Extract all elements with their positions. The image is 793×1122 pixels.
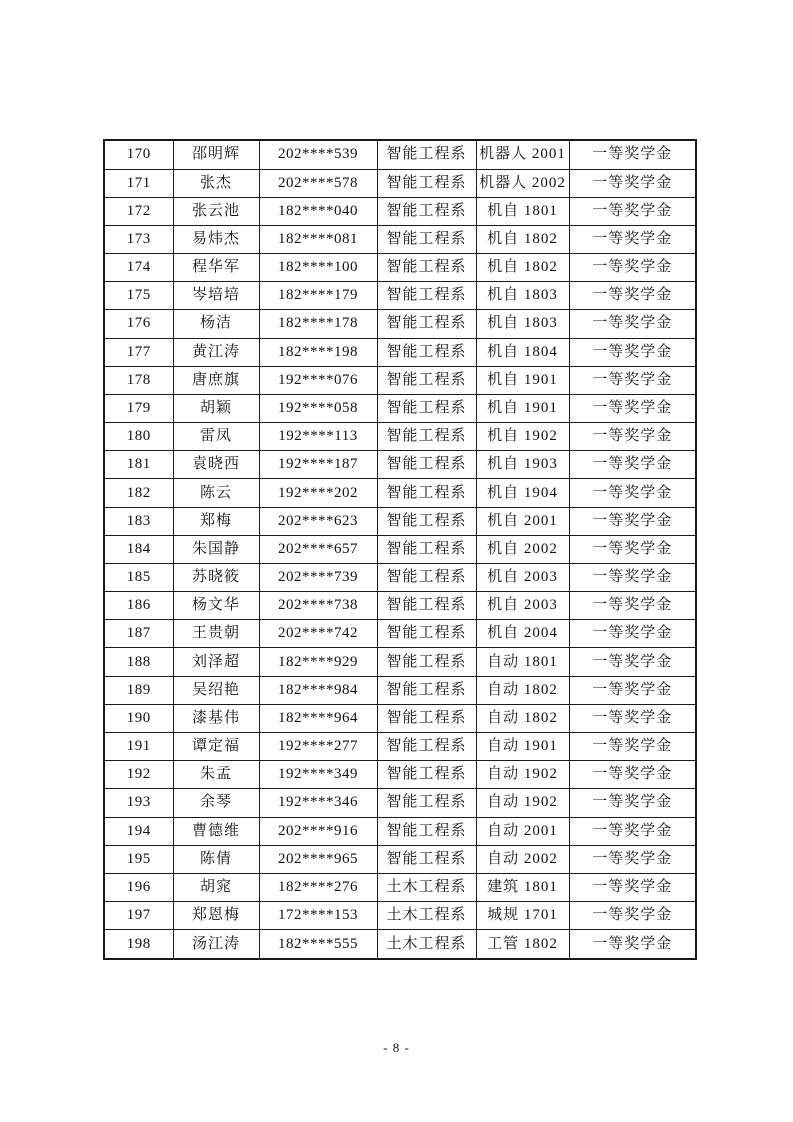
cell-award: 一等奖学金 bbox=[569, 140, 696, 169]
cell-award: 一等奖学金 bbox=[569, 563, 696, 591]
table-row bbox=[104, 197, 696, 225]
cell-class: 机器人 2002 bbox=[476, 169, 569, 197]
cell-student-id: 192****277 bbox=[259, 732, 377, 760]
cell-class: 机自 1903 bbox=[476, 451, 569, 479]
table-row bbox=[104, 930, 696, 959]
table-row bbox=[104, 479, 696, 507]
cell-name: 杨文华 bbox=[173, 592, 259, 620]
cell-award: 一等奖学金 bbox=[569, 620, 696, 648]
cell-award: 一等奖学金 bbox=[569, 789, 696, 817]
cell-department: 智能工程系 bbox=[377, 507, 476, 535]
table-row bbox=[104, 507, 696, 535]
table-row bbox=[104, 169, 696, 197]
cell-class: 城规 1701 bbox=[476, 902, 569, 930]
cell-student-id: 202****916 bbox=[259, 817, 377, 845]
cell-department: 智能工程系 bbox=[377, 648, 476, 676]
cell-student-id: 182****276 bbox=[259, 873, 377, 901]
cell-name: 张杰 bbox=[173, 169, 259, 197]
cell-department: 智能工程系 bbox=[377, 254, 476, 282]
cell-name: 郑恩梅 bbox=[173, 902, 259, 930]
cell-department: 智能工程系 bbox=[377, 761, 476, 789]
cell-index: 176 bbox=[104, 310, 173, 338]
cell-name: 易炜杰 bbox=[173, 225, 259, 253]
cell-class: 机器人 2001 bbox=[476, 140, 569, 169]
cell-class: 机自 2004 bbox=[476, 620, 569, 648]
cell-student-id: 202****657 bbox=[259, 535, 377, 563]
cell-department: 智能工程系 bbox=[377, 197, 476, 225]
cell-name: 陈云 bbox=[173, 479, 259, 507]
cell-award: 一等奖学金 bbox=[569, 394, 696, 422]
table-row bbox=[104, 563, 696, 591]
cell-award: 一等奖学金 bbox=[569, 592, 696, 620]
cell-award: 一等奖学金 bbox=[569, 930, 696, 959]
cell-student-id: 182****929 bbox=[259, 648, 377, 676]
cell-index: 184 bbox=[104, 535, 173, 563]
cell-department: 智能工程系 bbox=[377, 366, 476, 394]
cell-class: 机自 1802 bbox=[476, 254, 569, 282]
cell-award: 一等奖学金 bbox=[569, 169, 696, 197]
cell-index: 178 bbox=[104, 366, 173, 394]
cell-class: 机自 1902 bbox=[476, 423, 569, 451]
cell-name: 陈倩 bbox=[173, 845, 259, 873]
cell-class: 机自 2001 bbox=[476, 507, 569, 535]
cell-name: 雷凤 bbox=[173, 423, 259, 451]
table-row bbox=[104, 592, 696, 620]
cell-department: 智能工程系 bbox=[377, 535, 476, 563]
cell-name: 胡窕 bbox=[173, 873, 259, 901]
cell-award: 一等奖学金 bbox=[569, 507, 696, 535]
cell-name: 胡颖 bbox=[173, 394, 259, 422]
table-row bbox=[104, 732, 696, 760]
cell-department: 智能工程系 bbox=[377, 169, 476, 197]
cell-award: 一等奖学金 bbox=[569, 254, 696, 282]
cell-class: 机自 2002 bbox=[476, 535, 569, 563]
cell-award: 一等奖学金 bbox=[569, 704, 696, 732]
cell-student-id: 202****742 bbox=[259, 620, 377, 648]
table-row bbox=[104, 535, 696, 563]
cell-student-id: 192****202 bbox=[259, 479, 377, 507]
cell-index: 194 bbox=[104, 817, 173, 845]
cell-student-id: 182****984 bbox=[259, 676, 377, 704]
cell-class: 自动 1902 bbox=[476, 789, 569, 817]
cell-award: 一等奖学金 bbox=[569, 338, 696, 366]
cell-department: 智能工程系 bbox=[377, 845, 476, 873]
cell-index: 189 bbox=[104, 676, 173, 704]
scholarship-table bbox=[103, 139, 697, 960]
cell-department: 智能工程系 bbox=[377, 394, 476, 422]
cell-department: 智能工程系 bbox=[377, 817, 476, 845]
cell-index: 173 bbox=[104, 225, 173, 253]
cell-name: 郑梅 bbox=[173, 507, 259, 535]
cell-index: 190 bbox=[104, 704, 173, 732]
cell-student-id: 182****555 bbox=[259, 930, 377, 959]
cell-student-id: 192****349 bbox=[259, 761, 377, 789]
cell-award: 一等奖学金 bbox=[569, 648, 696, 676]
cell-class: 自动 1802 bbox=[476, 704, 569, 732]
cell-index: 183 bbox=[104, 507, 173, 535]
cell-award: 一等奖学金 bbox=[569, 676, 696, 704]
cell-name: 刘泽超 bbox=[173, 648, 259, 676]
scholarship-table-rows bbox=[104, 140, 696, 959]
cell-student-id: 172****153 bbox=[259, 902, 377, 930]
cell-department: 智能工程系 bbox=[377, 282, 476, 310]
table-row bbox=[104, 394, 696, 422]
cell-award: 一等奖学金 bbox=[569, 197, 696, 225]
table-row bbox=[104, 282, 696, 310]
cell-index: 172 bbox=[104, 197, 173, 225]
cell-student-id: 182****179 bbox=[259, 282, 377, 310]
table-row bbox=[104, 817, 696, 845]
cell-department: 智能工程系 bbox=[377, 423, 476, 451]
cell-index: 188 bbox=[104, 648, 173, 676]
cell-award: 一等奖学金 bbox=[569, 451, 696, 479]
cell-class: 机自 1802 bbox=[476, 225, 569, 253]
table-row bbox=[104, 254, 696, 282]
cell-index: 195 bbox=[104, 845, 173, 873]
cell-index: 174 bbox=[104, 254, 173, 282]
table-row bbox=[104, 338, 696, 366]
cell-class: 自动 2001 bbox=[476, 817, 569, 845]
cell-student-id: 182****964 bbox=[259, 704, 377, 732]
cell-student-id: 202****539 bbox=[259, 140, 377, 169]
cell-class: 建筑 1801 bbox=[476, 873, 569, 901]
cell-name: 杨洁 bbox=[173, 310, 259, 338]
cell-name: 袁晓西 bbox=[173, 451, 259, 479]
cell-department: 智能工程系 bbox=[377, 140, 476, 169]
cell-class: 自动 1901 bbox=[476, 732, 569, 760]
cell-award: 一等奖学金 bbox=[569, 845, 696, 873]
cell-class: 自动 2002 bbox=[476, 845, 569, 873]
cell-class: 自动 1802 bbox=[476, 676, 569, 704]
cell-department: 智能工程系 bbox=[377, 310, 476, 338]
table-row bbox=[104, 225, 696, 253]
cell-student-id: 182****040 bbox=[259, 197, 377, 225]
cell-class: 机自 1803 bbox=[476, 282, 569, 310]
cell-class: 机自 1803 bbox=[476, 310, 569, 338]
cell-award: 一等奖学金 bbox=[569, 817, 696, 845]
cell-class: 机自 1901 bbox=[476, 394, 569, 422]
cell-index: 187 bbox=[104, 620, 173, 648]
cell-award: 一等奖学金 bbox=[569, 535, 696, 563]
cell-index: 171 bbox=[104, 169, 173, 197]
cell-class: 机自 1901 bbox=[476, 366, 569, 394]
cell-index: 182 bbox=[104, 479, 173, 507]
page-number: - 8 - bbox=[383, 1040, 410, 1055]
cell-student-id: 192****076 bbox=[259, 366, 377, 394]
cell-student-id: 202****623 bbox=[259, 507, 377, 535]
cell-award: 一等奖学金 bbox=[569, 282, 696, 310]
table-row bbox=[104, 451, 696, 479]
cell-department: 智能工程系 bbox=[377, 225, 476, 253]
cell-award: 一等奖学金 bbox=[569, 423, 696, 451]
cell-department: 智能工程系 bbox=[377, 338, 476, 366]
cell-name: 岑培培 bbox=[173, 282, 259, 310]
cell-index: 197 bbox=[104, 902, 173, 930]
table-row bbox=[104, 423, 696, 451]
cell-department: 土木工程系 bbox=[377, 873, 476, 901]
cell-student-id: 182****198 bbox=[259, 338, 377, 366]
cell-department: 智能工程系 bbox=[377, 676, 476, 704]
table-row bbox=[104, 366, 696, 394]
cell-class: 自动 1801 bbox=[476, 648, 569, 676]
cell-student-id: 192****113 bbox=[259, 423, 377, 451]
cell-name: 朱孟 bbox=[173, 761, 259, 789]
cell-student-id: 182****100 bbox=[259, 254, 377, 282]
cell-index: 180 bbox=[104, 423, 173, 451]
cell-class: 工管 1802 bbox=[476, 930, 569, 959]
cell-name: 程华军 bbox=[173, 254, 259, 282]
cell-department: 智能工程系 bbox=[377, 563, 476, 591]
cell-index: 192 bbox=[104, 761, 173, 789]
table-row bbox=[104, 310, 696, 338]
table-row bbox=[104, 873, 696, 901]
cell-student-id: 182****081 bbox=[259, 225, 377, 253]
cell-name: 漆基伟 bbox=[173, 704, 259, 732]
cell-name: 苏晓筱 bbox=[173, 563, 259, 591]
cell-award: 一等奖学金 bbox=[569, 873, 696, 901]
cell-index: 175 bbox=[104, 282, 173, 310]
cell-index: 170 bbox=[104, 140, 173, 169]
cell-student-id: 182****178 bbox=[259, 310, 377, 338]
cell-award: 一等奖学金 bbox=[569, 761, 696, 789]
cell-department: 智能工程系 bbox=[377, 704, 476, 732]
cell-class: 自动 1902 bbox=[476, 761, 569, 789]
cell-name: 唐庶旗 bbox=[173, 366, 259, 394]
cell-index: 196 bbox=[104, 873, 173, 901]
cell-student-id: 192****346 bbox=[259, 789, 377, 817]
cell-class: 机自 1801 bbox=[476, 197, 569, 225]
table-row bbox=[104, 704, 696, 732]
cell-name: 朱国静 bbox=[173, 535, 259, 563]
cell-student-id: 202****965 bbox=[259, 845, 377, 873]
cell-department: 智能工程系 bbox=[377, 732, 476, 760]
cell-name: 邵明辉 bbox=[173, 140, 259, 169]
cell-index: 181 bbox=[104, 451, 173, 479]
cell-award: 一等奖学金 bbox=[569, 732, 696, 760]
cell-student-id: 192****187 bbox=[259, 451, 377, 479]
cell-student-id: 202****738 bbox=[259, 592, 377, 620]
table-row bbox=[104, 676, 696, 704]
cell-index: 191 bbox=[104, 732, 173, 760]
table-row bbox=[104, 140, 696, 169]
cell-name: 吴绍艳 bbox=[173, 676, 259, 704]
cell-index: 177 bbox=[104, 338, 173, 366]
cell-name: 谭定福 bbox=[173, 732, 259, 760]
cell-department: 智能工程系 bbox=[377, 592, 476, 620]
cell-student-id: 192****058 bbox=[259, 394, 377, 422]
cell-department: 智能工程系 bbox=[377, 479, 476, 507]
cell-department: 智能工程系 bbox=[377, 789, 476, 817]
table-row bbox=[104, 648, 696, 676]
cell-name: 王贵朝 bbox=[173, 620, 259, 648]
cell-name: 曹德维 bbox=[173, 817, 259, 845]
cell-student-id: 202****578 bbox=[259, 169, 377, 197]
cell-student-id: 202****739 bbox=[259, 563, 377, 591]
table-row bbox=[104, 789, 696, 817]
table-row bbox=[104, 902, 696, 930]
table-row bbox=[104, 620, 696, 648]
cell-name: 余琴 bbox=[173, 789, 259, 817]
table-row bbox=[104, 761, 696, 789]
cell-award: 一等奖学金 bbox=[569, 310, 696, 338]
cell-award: 一等奖学金 bbox=[569, 902, 696, 930]
cell-department: 智能工程系 bbox=[377, 451, 476, 479]
cell-department: 土木工程系 bbox=[377, 902, 476, 930]
cell-class: 机自 2003 bbox=[476, 563, 569, 591]
cell-award: 一等奖学金 bbox=[569, 225, 696, 253]
cell-award: 一等奖学金 bbox=[569, 479, 696, 507]
cell-class: 机自 1904 bbox=[476, 479, 569, 507]
cell-index: 179 bbox=[104, 394, 173, 422]
cell-name: 黄江涛 bbox=[173, 338, 259, 366]
cell-index: 193 bbox=[104, 789, 173, 817]
cell-class: 机自 1804 bbox=[476, 338, 569, 366]
cell-index: 198 bbox=[104, 930, 173, 959]
table-row bbox=[104, 845, 696, 873]
cell-department: 智能工程系 bbox=[377, 620, 476, 648]
cell-index: 185 bbox=[104, 563, 173, 591]
cell-name: 张云池 bbox=[173, 197, 259, 225]
cell-award: 一等奖学金 bbox=[569, 366, 696, 394]
cell-index: 186 bbox=[104, 592, 173, 620]
cell-name: 汤江涛 bbox=[173, 930, 259, 959]
cell-class: 机自 2003 bbox=[476, 592, 569, 620]
cell-department: 土木工程系 bbox=[377, 930, 476, 959]
